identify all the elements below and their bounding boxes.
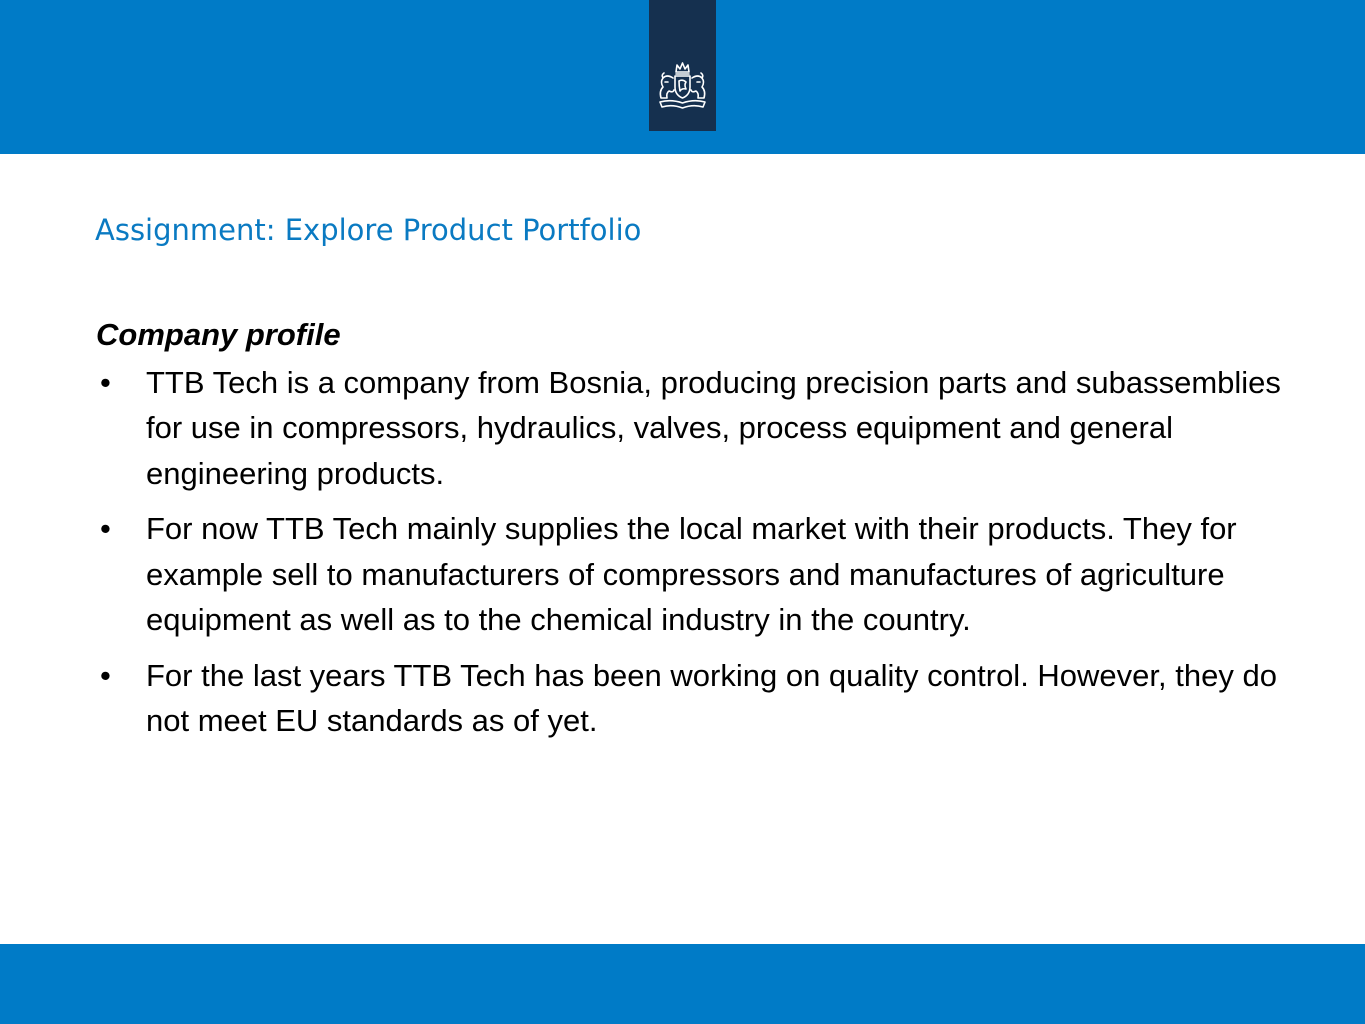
- bullet-text: For now TTB Tech mainly supplies the local market with their products. They for example sell to manufacturers of compressors and manufactures of agriculture equipment as well as to the chemical industry in the country.: [146, 511, 1237, 637]
- list-item: [96, 506, 1286, 643]
- header-bar: [0, 0, 1365, 154]
- bullet-text: For the last years TTB Tech has been working on quality control. However, they do not meet EU standards as of yet.: [146, 657, 1277, 738]
- bullet-dot: •: [100, 511, 111, 546]
- bullet-list: [96, 360, 1286, 744]
- list-item: [96, 653, 1286, 744]
- footer-bar: [0, 944, 1365, 1024]
- logo-ribbon: [649, 0, 716, 131]
- bullet-text: TTB Tech is a company from Bosnia, producing precision parts and subassemblies for use in compressors, hydraulics, valves, process equipment and general engineering products.: [146, 364, 1281, 491]
- list-item: [96, 360, 1286, 497]
- section-heading: Company profile: [96, 317, 341, 352]
- bullet-dot: •: [100, 657, 111, 693]
- coat-of-arms-icon: [653, 60, 712, 112]
- slide-title: Assignment: Explore Product Portfolio: [95, 213, 642, 247]
- bullet-dot: •: [100, 364, 111, 400]
- slide-content: [96, 312, 1286, 754]
